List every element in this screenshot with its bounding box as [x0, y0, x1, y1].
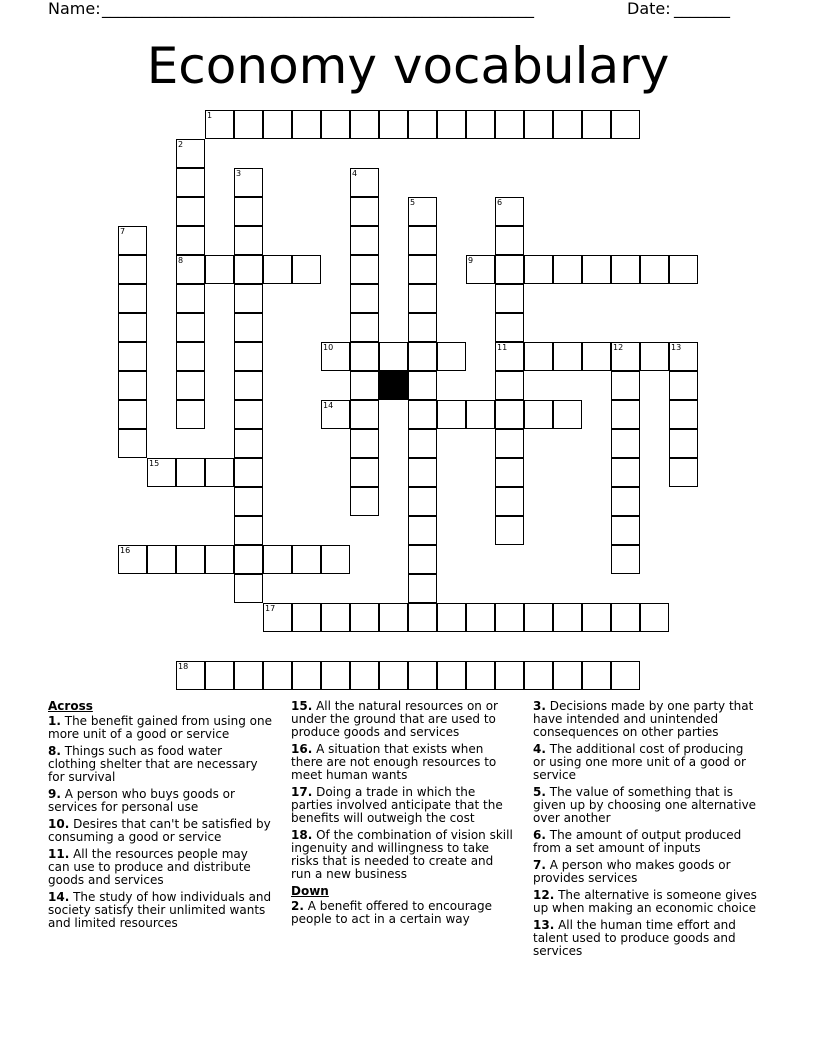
grid-cell[interactable] [611, 661, 640, 690]
clue-item-number: 6. [533, 828, 546, 842]
grid-cell[interactable] [524, 603, 553, 632]
grid-cell[interactable] [466, 110, 495, 139]
grid-cell[interactable] [611, 255, 640, 284]
grid-cell[interactable] [495, 110, 524, 139]
clue-number: 7 [120, 227, 126, 236]
across-clues-list-cont [291, 700, 516, 881]
grid-cell[interactable] [553, 255, 582, 284]
grid-cell[interactable] [495, 400, 524, 429]
grid-cell[interactable] [408, 429, 437, 458]
clue-item-number: 14. [48, 890, 70, 904]
grid-cell[interactable] [118, 371, 147, 400]
grid-cell[interactable] [350, 284, 379, 313]
clue-item-number: 11. [48, 847, 70, 861]
grid-cell[interactable] [611, 487, 640, 516]
clue-item [533, 919, 758, 958]
grid-cell[interactable] [350, 661, 379, 690]
clue-item [48, 788, 273, 814]
clue-number: 14 [323, 401, 334, 410]
grid-cell[interactable] [408, 574, 437, 603]
grid-cell[interactable] [379, 661, 408, 690]
clue-item-text: Desires that can't be satisfied by consuming a good or service [48, 817, 271, 844]
clue-item [533, 700, 758, 739]
clue-item-text: The benefit gained from using one more unit of a good or service [48, 714, 272, 741]
clue-item [291, 786, 516, 825]
page-title: Economy vocabulary [146, 37, 670, 95]
grid-cell[interactable] [234, 400, 263, 429]
grid-cell[interactable] [495, 371, 524, 400]
grid-cell[interactable] [524, 661, 553, 690]
grid-cell[interactable] [408, 342, 437, 371]
clue-item-text: Decisions made by one party that have intended and unintended consequences on other parties [533, 699, 754, 739]
clue-item [48, 891, 273, 930]
down-clues-list [291, 900, 516, 926]
grid-cell[interactable] [234, 371, 263, 400]
clue-number: 10 [323, 343, 334, 352]
clue-item-text: The additional cost of producing or using one more unit of a good or service [533, 742, 746, 782]
grid-cell[interactable] [350, 371, 379, 400]
grid-cell[interactable] [437, 342, 466, 371]
grid-cell[interactable] [321, 110, 350, 139]
clue-number: 6 [497, 198, 503, 207]
clue-number: 17 [265, 604, 276, 613]
clue-number: 2 [178, 140, 184, 149]
grid-cell[interactable] [176, 342, 205, 371]
clue-number: 18 [178, 662, 189, 671]
grid-cell[interactable] [176, 458, 205, 487]
clue-item [291, 743, 516, 782]
grid-cell[interactable] [118, 255, 147, 284]
grid-cell[interactable] [611, 603, 640, 632]
clues-column-1 [48, 700, 273, 934]
grid-cell[interactable] [379, 603, 408, 632]
clue-number: 9 [468, 256, 474, 265]
grid-cell[interactable] [611, 458, 640, 487]
grid-cell[interactable] [118, 429, 147, 458]
grid-cell[interactable] [176, 400, 205, 429]
grid-cell[interactable] [669, 458, 698, 487]
grid-cell[interactable] [350, 255, 379, 284]
grid-cell[interactable] [408, 603, 437, 632]
clue-item-text: Things such as food water clothing shelter that are necessary for survival [48, 744, 258, 784]
grid-cell[interactable] [437, 400, 466, 429]
grid-cell[interactable] [437, 603, 466, 632]
grid-cell[interactable] [118, 284, 147, 313]
down-clues-list-cont [533, 700, 758, 958]
clue-number: 13 [671, 343, 682, 352]
clue-number: 11 [497, 343, 508, 352]
clues-column-2 [291, 700, 516, 930]
clue-item [533, 743, 758, 782]
grid-cell[interactable] [176, 371, 205, 400]
grid-cell[interactable] [234, 574, 263, 603]
grid-cell[interactable] [582, 255, 611, 284]
grid-cell[interactable] [408, 110, 437, 139]
grid-cell[interactable] [321, 661, 350, 690]
grid-cell[interactable] [669, 429, 698, 458]
grid-cell[interactable] [234, 284, 263, 313]
clue-item [291, 900, 516, 926]
grid-cell[interactable] [292, 255, 321, 284]
black-cell [379, 371, 408, 400]
grid-cell[interactable] [408, 516, 437, 545]
grid-cell[interactable] [176, 545, 205, 574]
grid-cell[interactable] [176, 284, 205, 313]
grid-cell[interactable] [234, 516, 263, 545]
grid-cell[interactable] [118, 342, 147, 371]
clue-item [533, 829, 758, 855]
clue-item-number: 9. [48, 787, 61, 801]
grid-cell[interactable] [582, 342, 611, 371]
grid-cell[interactable] [118, 313, 147, 342]
clue-item-text: All the resources people may can use to produce and distribute goods and services [48, 847, 251, 887]
clue-item-number: 4. [533, 742, 546, 756]
clue-item [533, 889, 758, 915]
grid-cell[interactable] [408, 487, 437, 516]
grid-cell[interactable] [234, 487, 263, 516]
clue-item-number: 7. [533, 858, 546, 872]
grid-cell[interactable] [437, 110, 466, 139]
clue-number: 3 [236, 169, 242, 178]
grid-cell[interactable] [524, 400, 553, 429]
grid-cell[interactable] [495, 603, 524, 632]
grid-cell[interactable] [292, 603, 321, 632]
grid-cell[interactable] [234, 661, 263, 690]
grid-cell[interactable] [292, 110, 321, 139]
clue-number: 5 [410, 198, 416, 207]
clue-item-text: A benefit offered to encourage people to act in a certain way [291, 899, 492, 926]
grid-cell[interactable] [495, 661, 524, 690]
grid-cell[interactable] [611, 371, 640, 400]
clue-number: 1 [207, 111, 213, 120]
grid-cell[interactable] [408, 545, 437, 574]
grid-cell[interactable] [234, 429, 263, 458]
name-label: Name: [48, 0, 101, 18]
date-blank[interactable]: _______ [674, 0, 730, 18]
clue-item-number: 1. [48, 714, 61, 728]
grid-cell[interactable] [263, 545, 292, 574]
grid-cell[interactable] [611, 110, 640, 139]
grid-cell[interactable] [408, 400, 437, 429]
clue-item-text: The study of how individuals and society satisfy their unlimited wants and limited resources [48, 890, 272, 930]
clue-item [533, 786, 758, 825]
grid-cell[interactable] [234, 197, 263, 226]
grid-cell[interactable] [408, 371, 437, 400]
grid-cell[interactable] [350, 487, 379, 516]
grid-cell[interactable] [118, 400, 147, 429]
clue-item-number: 13. [533, 918, 555, 932]
grid-cell[interactable] [408, 226, 437, 255]
clue-item [48, 715, 273, 741]
grid-cell[interactable] [408, 255, 437, 284]
grid-cell[interactable] [640, 603, 669, 632]
grid-cell[interactable] [466, 400, 495, 429]
grid-cell[interactable] [234, 313, 263, 342]
clue-number: 16 [120, 546, 131, 555]
grid-cell[interactable] [582, 661, 611, 690]
clue-item-text: The amount of output produced from a set amount of inputs [533, 828, 742, 855]
clue-item-number: 8. [48, 744, 61, 758]
grid-cell[interactable] [205, 545, 234, 574]
clue-item-text: A person who makes goods or provides services [533, 858, 731, 885]
clue-item-number: 16. [291, 742, 313, 756]
grid-cell[interactable] [495, 487, 524, 516]
date-label: Date: [627, 0, 671, 18]
name-blank[interactable]: ______________________________________________________ [102, 0, 534, 18]
grid-cell[interactable] [234, 110, 263, 139]
grid-cell[interactable] [350, 400, 379, 429]
grid-cell[interactable] [524, 342, 553, 371]
grid-cell[interactable] [234, 226, 263, 255]
clue-item-text: All the natural resources on or under the ground that are used to produce goods and services [291, 699, 498, 739]
clue-item-number: 10. [48, 817, 70, 831]
grid-cell[interactable] [582, 110, 611, 139]
grid-cell[interactable] [234, 545, 263, 574]
grid-cell[interactable] [205, 255, 234, 284]
grid-cell[interactable] [611, 545, 640, 574]
grid-cell[interactable] [611, 516, 640, 545]
grid-cell[interactable] [234, 255, 263, 284]
grid-cell[interactable] [147, 545, 176, 574]
grid-cell[interactable] [350, 226, 379, 255]
across-clues-list [48, 715, 273, 930]
clue-item-number: 3. [533, 699, 546, 713]
clues-column-3 [533, 700, 758, 962]
clue-number: 15 [149, 459, 160, 468]
grid-cell[interactable] [205, 458, 234, 487]
grid-cell[interactable] [176, 226, 205, 255]
grid-cell[interactable] [350, 458, 379, 487]
clue-item [48, 745, 273, 784]
grid-cell[interactable] [350, 110, 379, 139]
grid-cell[interactable] [234, 458, 263, 487]
clue-number: 8 [178, 256, 184, 265]
grid-cell[interactable] [669, 255, 698, 284]
grid-cell[interactable] [495, 458, 524, 487]
clue-item-text: A person who buys goods or services for personal use [48, 787, 235, 814]
grid-cell[interactable] [350, 313, 379, 342]
grid-cell[interactable] [176, 168, 205, 197]
clue-item-text: The value of something that is given up by choosing one alternative over another [533, 785, 757, 825]
grid-cell[interactable] [553, 400, 582, 429]
clue-item-text: Of the combination of vision skill ingenuity and willingness to take risks that is needed to create and run a new business [291, 828, 513, 881]
clue-item [291, 829, 516, 881]
grid-cell[interactable] [640, 342, 669, 371]
clue-item-text: All the human time effort and talent used to produce goods and services [533, 918, 736, 958]
grid-cell[interactable] [321, 545, 350, 574]
grid-cell[interactable] [234, 342, 263, 371]
grid-cell[interactable] [495, 226, 524, 255]
grid-cell[interactable] [350, 429, 379, 458]
clue-item-number: 18. [291, 828, 313, 842]
grid-cell[interactable] [350, 197, 379, 226]
grid-cell[interactable] [350, 603, 379, 632]
grid-cell[interactable] [495, 284, 524, 313]
grid-cell[interactable] [292, 661, 321, 690]
grid-cell[interactable] [292, 545, 321, 574]
clue-item-number: 12. [533, 888, 555, 902]
grid-cell[interactable] [379, 110, 408, 139]
grid-cell[interactable] [466, 661, 495, 690]
clue-number: 4 [352, 169, 358, 178]
clue-item [291, 700, 516, 739]
grid-cell[interactable] [495, 429, 524, 458]
grid-cell[interactable] [611, 400, 640, 429]
clue-item-number: 2. [291, 899, 304, 913]
grid-cell[interactable] [553, 342, 582, 371]
grid-cell[interactable] [321, 603, 350, 632]
grid-cell[interactable] [263, 110, 292, 139]
grid-cell[interactable] [263, 661, 292, 690]
clue-number: 12 [613, 343, 624, 352]
grid-cell[interactable] [640, 255, 669, 284]
grid-cell[interactable] [611, 429, 640, 458]
down-heading: Down [291, 884, 329, 898]
clue-item-number: 15. [291, 699, 313, 713]
grid-cell[interactable] [408, 661, 437, 690]
grid-cell[interactable] [553, 110, 582, 139]
clue-item [533, 859, 758, 885]
grid-cell[interactable] [408, 458, 437, 487]
grid-cell[interactable] [582, 603, 611, 632]
grid-cell[interactable] [176, 197, 205, 226]
grid-cell[interactable] [176, 313, 205, 342]
across-heading: Across [48, 699, 93, 713]
grid-cell[interactable] [205, 661, 234, 690]
clue-item [48, 818, 273, 844]
grid-cell[interactable] [553, 603, 582, 632]
grid-cell[interactable] [669, 400, 698, 429]
clue-item-text: Doing a trade in which the parties involved anticipate that the benefits will outweigh the cost [291, 785, 503, 825]
grid-cell[interactable] [408, 284, 437, 313]
clue-item-text: The alternative is someone gives up when making an economic choice [533, 888, 757, 915]
clue-item-number: 17. [291, 785, 313, 799]
grid-cell[interactable] [553, 661, 582, 690]
grid-cell[interactable] [350, 342, 379, 371]
clue-item-text: A situation that exists when there are not enough resources to meet human wants [291, 742, 497, 782]
grid-cell[interactable] [408, 313, 437, 342]
grid-cell[interactable] [669, 371, 698, 400]
clue-item [48, 848, 273, 887]
grid-cell[interactable] [495, 255, 524, 284]
clue-item-number: 5. [533, 785, 546, 799]
grid-cell[interactable] [263, 255, 292, 284]
grid-cell[interactable] [495, 313, 524, 342]
grid-cell[interactable] [466, 603, 495, 632]
grid-cell[interactable] [524, 110, 553, 139]
grid-cell[interactable] [379, 342, 408, 371]
grid-cell[interactable] [524, 255, 553, 284]
grid-cell[interactable] [437, 661, 466, 690]
grid-cell[interactable] [495, 516, 524, 545]
